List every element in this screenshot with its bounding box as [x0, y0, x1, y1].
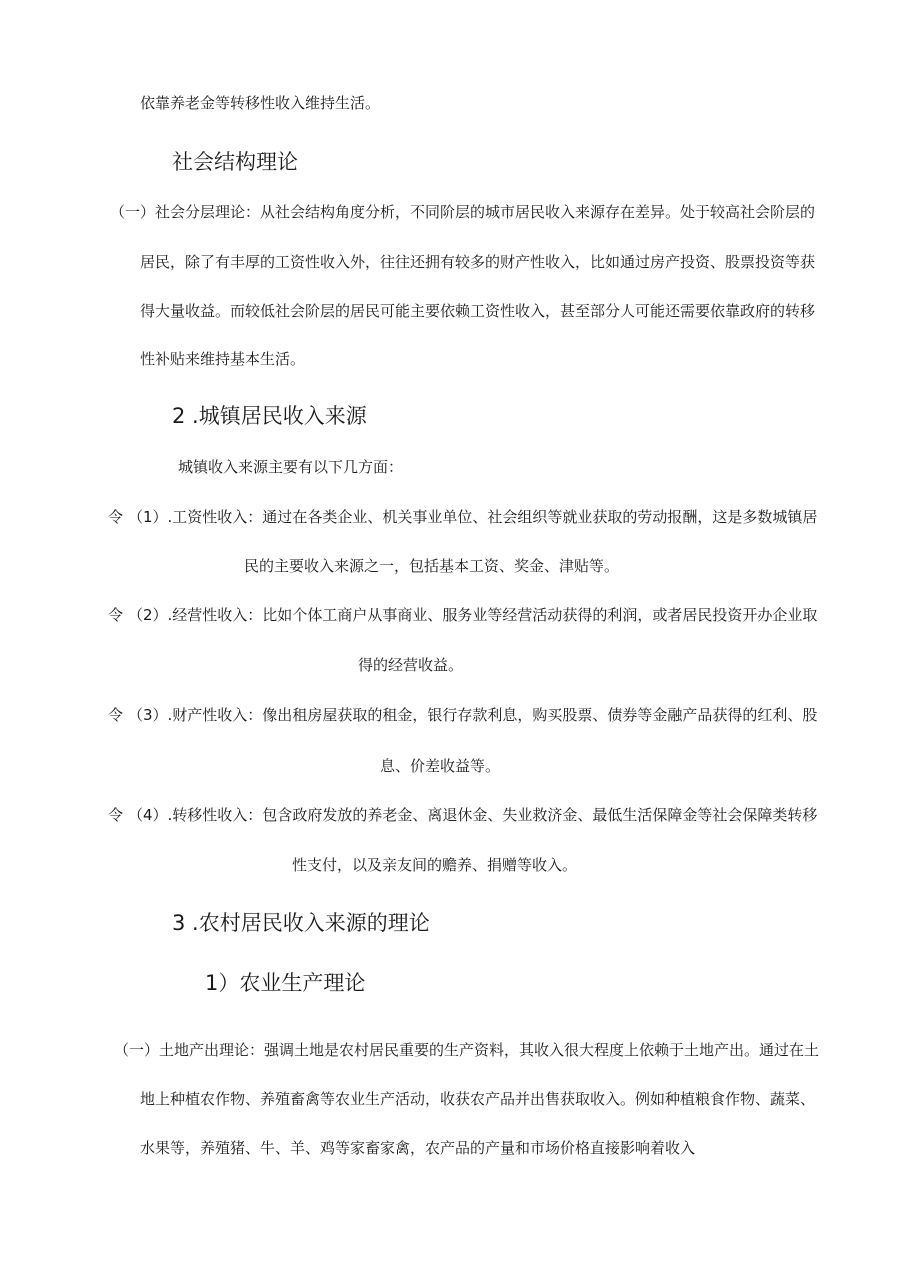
paragraph-line: 水果等，养殖猪、牛、羊、鸡等家畜家禽，农产品的产量和市场价格直接影响着收入 — [140, 1139, 696, 1157]
list-item-line: （3）.财产性收入：像出租房屋获取的租金，银行存款利息，购买股票、债券等金融产品获得的红利、股 — [128, 706, 818, 724]
section-heading: 3 .农村居民收入来源的理论 — [172, 911, 430, 935]
list-item-line: 息、价差收益等。 — [380, 757, 501, 775]
paragraph-line: （一）社会分层理论：从社会结构角度分析，不同阶层的城市居民收入来源存在差异。处于较高社会阶层的 — [110, 203, 816, 221]
bullet-icon: 令 — [108, 806, 124, 824]
bullet-icon: 令 — [108, 706, 124, 724]
paragraph-line: 性补贴来维持基本生活。 — [140, 350, 306, 368]
paragraph-line: （一）土地产出理论：强调土地是农村居民重要的生产资料，其收入很大程度上依赖于土地产出。通过在土 — [114, 1041, 820, 1059]
list-item-line: 民的主要收入来源之一，包括基本工资、奖金、津贴等。 — [244, 557, 620, 575]
intro-line: 城镇收入来源主要有以下几方面： — [178, 458, 404, 476]
paragraph-line: 地上种植农作物、养殖畜禽等农业生产活动，收获农产品并出售获取收入。例如种植粮食作物、蔬菜、 — [140, 1090, 816, 1108]
list-item-line: （4）.转移性收入：包含政府发放的养老金、离退休金、失业救济金、最低生活保障金等社会保障类转移 — [128, 806, 818, 824]
bullet-icon: 令 — [108, 508, 124, 526]
bullet-icon: 令 — [108, 606, 124, 624]
text-line: 依靠养老金等转移性收入维持生活。 — [140, 94, 381, 112]
section-heading: 社会结构理论 — [172, 150, 298, 174]
paragraph-line: 得大量收益。而较低社会阶层的居民可能主要依赖工资性收入，甚至部分人可能还需要依靠政府的转移 — [140, 302, 816, 320]
section-heading: 2 .城镇居民收入来源 — [172, 404, 367, 428]
list-item-line: 得的经营收益。 — [358, 656, 464, 674]
subsection-heading: 1）农业生产理论 — [205, 971, 366, 995]
paragraph-line: 居民，除了有丰厚的工资性收入外，往往还拥有较多的财产性收入，比如通过房产投资、股票投资等获 — [140, 253, 816, 271]
list-item-line: 性支付，以及亲友间的赡养、捐赠等收入。 — [292, 856, 578, 874]
list-item-line: （2）.经营性收入：比如个体工商户从事商业、服务业等经营活动获得的利润，或者居民投资开办企业取 — [128, 606, 818, 624]
list-item-line: （1）.工资性收入：通过在各类企业、机关事业单位、社会组织等就业获取的劳动报酬，这是多数城镇居 — [128, 508, 818, 526]
